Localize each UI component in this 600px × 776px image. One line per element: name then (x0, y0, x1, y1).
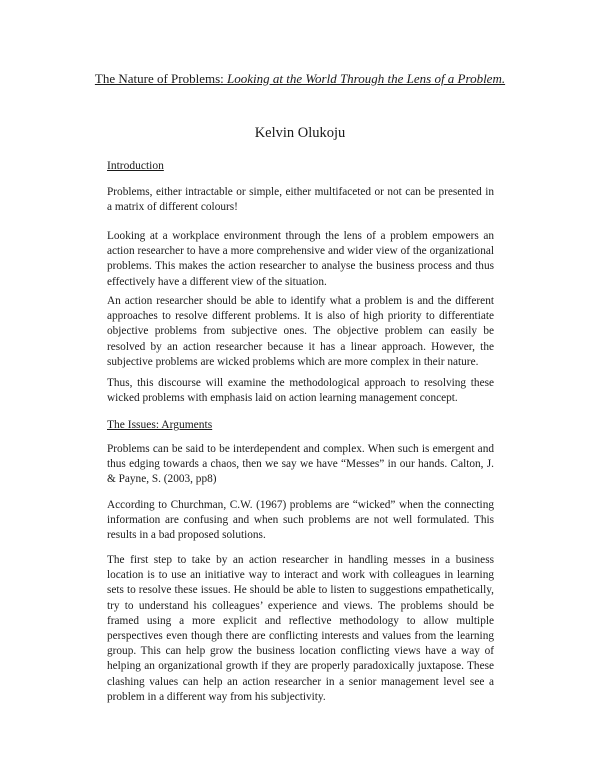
paragraph: An action researcher should be able to identify what a problem is and the different approaches to resolve different problems. It is also of high priority to differentiate objective problems from subjective ones. The objective problem can easily be resolved by an action researcher because it has a linear approach. However, the subjective problems are wicked problems which are more complex in their nature. (107, 295, 494, 368)
paragraph: The first step to take by an action researcher in handling messes in a business location is to use an initiative way to interact and work with colleagues in learning sets to resolve these issues. He should be able to listen to suggestions empathetically, try to understand his colleagues’ experience and views. The problems should be framed using a more explicit and reflective methodology to allow multiple perspectives even though there are conflicting interests and values from the learning group. This can help grow the business location conflicting views have a way of helping an organizational growth if they are properly paradoxically juxtapose. These clashing values can help an action researcher in a senior management level see a problem in a different way from his subjectivity. (107, 554, 494, 703)
paragraph: Problems, either intractable or simple, either multifaceted or not can be presented in a matrix of different colours! (107, 186, 494, 214)
paragraph: Looking at a workplace environment through the lens of a problem empowers an action researcher to have a more comprehensive and wider view of the organizational problems. This makes the action researcher to analyse the business process and thus effectively have a different view of the situation. (107, 230, 494, 288)
document-title (0, 71, 600, 87)
title-italic: Looking at the World Through the Lens of a Problem. (227, 71, 506, 86)
author-name: Kelvin Olukoju (254, 125, 346, 141)
paragraph: Problems can be said to be interdependent and complex. When such is emergent and thus edging towards a chaos, then we say we have “Messes” in our hands. Calton, J. & Payne, S. (2003, pp8) (107, 443, 494, 486)
paragraph: Thus, this discourse will examine the methodological approach to resolving these wicked problems with emphasis laid on action learning management concept. (107, 377, 494, 405)
paragraph: According to Churchman, C.W. (1967) problems are “wicked” when the connecting information are confusing and when such problems are not well formulated. This results in a bad proposed solutions. (107, 499, 494, 542)
title-plain: The Nature of Problems: (94, 71, 228, 86)
section-heading-introduction: Introduction (107, 160, 164, 172)
section-heading-issues: The Issues: Arguments (107, 419, 213, 431)
